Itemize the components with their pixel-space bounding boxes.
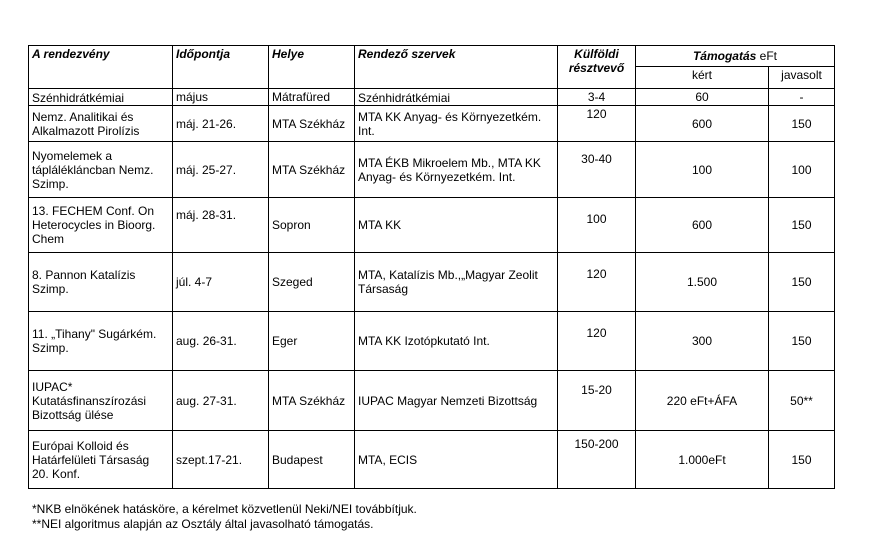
cell-event: IUPAC* Kutatásfinanszírozási Bizottság ülése: [29, 371, 173, 431]
cell-date: aug. 26-31.: [173, 312, 269, 371]
table-row: [29, 371, 835, 431]
cell-proposed: 150: [769, 198, 835, 253]
header-foreign-line1: Külföldi: [574, 47, 619, 61]
cell-place: Szeged: [269, 253, 355, 312]
header-support-unit: eFt: [759, 49, 778, 63]
cell-foreign: 120: [558, 312, 636, 371]
cell-date: júl. 4-7: [173, 253, 269, 312]
cell-place: MTA Székház: [269, 371, 355, 431]
cell-asked: 1.000eFt: [636, 431, 769, 489]
cell-proposed: 100: [769, 142, 835, 198]
cell-foreign: 150-200: [558, 431, 636, 489]
header-proposed: javasolt: [769, 67, 835, 89]
header-place: Helye: [269, 46, 355, 89]
table-row: [29, 106, 835, 142]
cell-asked: 600: [636, 106, 769, 142]
cell-date: aug. 27-31.: [173, 371, 269, 431]
cell-event: 8. Pannon Katalízis Szimp.: [29, 253, 173, 312]
cell-date: máj. 21-26.: [173, 106, 269, 142]
cell-proposed: 50**: [769, 371, 835, 431]
cell-date: szept.17-21.: [173, 431, 269, 489]
cell-event: Európai Kolloid és Határfelületi Társaság 20. Konf.: [29, 431, 173, 489]
header-event: A rendezvény: [29, 46, 173, 89]
cell-date: május: [173, 89, 269, 106]
cell-event: 13. FECHEM Conf. On Heterocycles in Bioorg. Chem: [29, 198, 173, 253]
cell-organizers: MTA, Katalízis Mb.,„Magyar Zeolit Társaság: [355, 253, 558, 312]
header-asked: kért: [636, 67, 769, 89]
cell-organizers: MTA KK Izotópkutató Int.: [355, 312, 558, 371]
table-row: [29, 312, 835, 371]
cell-organizers: MTA ÉKB Mikroelem Mb., MTA KK Anyag- és Környezetkém. Int.: [355, 142, 558, 198]
header-foreign: [558, 46, 636, 89]
cell-organizers: IUPAC Magyar Nemzeti Bizottság: [355, 371, 558, 431]
cell-foreign: 30-40: [558, 142, 636, 198]
cell-organizers: MTA, ECIS: [355, 431, 558, 489]
table-row: [29, 253, 835, 312]
cell-proposed: 150: [769, 106, 835, 142]
cell-date: máj. 25-27.: [173, 142, 269, 198]
cell-organizers: MTA KK: [355, 198, 558, 253]
cell-event: Szénhidrátkémiai: [29, 89, 173, 106]
cell-asked: 1.500: [636, 253, 769, 312]
header-support: [636, 46, 835, 67]
table-row: [29, 142, 835, 198]
header-row: [29, 46, 835, 67]
cell-proposed: 150: [769, 253, 835, 312]
cell-event: 11. „Tihany" Sugárkém. Szimp.: [29, 312, 173, 371]
cell-foreign: 100: [558, 198, 636, 253]
cell-place: Budapest: [269, 431, 355, 489]
header-foreign-line2: résztvevő: [568, 61, 625, 75]
cell-event: Nyomelemek a táplálékláncban Nemz. Szimp.: [29, 142, 173, 198]
table-row: [29, 198, 835, 253]
cell-foreign: 120: [558, 106, 636, 142]
footnote-2: **NEI algoritmus alapján az Osztály által javasolható támogatás.: [32, 517, 374, 531]
cell-place: Eger: [269, 312, 355, 371]
cell-asked: 300: [636, 312, 769, 371]
header-support-label: Támogatás: [692, 49, 757, 63]
cell-proposed: 150: [769, 312, 835, 371]
events-table: [28, 45, 835, 489]
table-row: [29, 431, 835, 489]
cell-place: Mátrafüred: [269, 89, 355, 106]
cell-foreign: 15-20: [558, 371, 636, 431]
cell-asked: 220 eFt+ÁFA: [636, 371, 769, 431]
cell-place: MTA Székház: [269, 106, 355, 142]
cell-asked: 60: [636, 89, 769, 106]
cell-asked: 100: [636, 142, 769, 198]
cell-event: Nemz. Analitikai és Alkalmazott Pirolízis: [29, 106, 173, 142]
cell-date: máj. 28-31.: [173, 198, 269, 253]
cell-foreign: 120: [558, 253, 636, 312]
footnote-1: *NKB elnökének hatásköre, a kérelmet közvetlenül Neki/NEI továbbítjuk.: [32, 502, 417, 516]
cell-organizers: Szénhidrátkémiai: [355, 89, 558, 106]
cell-asked: 600: [636, 198, 769, 253]
cell-foreign: 3-4: [558, 89, 636, 106]
header-date: Időpontja: [173, 46, 269, 89]
header-organizers: Rendező szervek: [355, 46, 558, 89]
cell-proposed: 150: [769, 431, 835, 489]
cell-organizers: MTA KK Anyag- és Környezetkém. Int.: [355, 106, 558, 142]
cell-place: Sopron: [269, 198, 355, 253]
cell-place: MTA Székház: [269, 142, 355, 198]
table-row: [29, 89, 835, 106]
cell-proposed: -: [769, 89, 835, 106]
